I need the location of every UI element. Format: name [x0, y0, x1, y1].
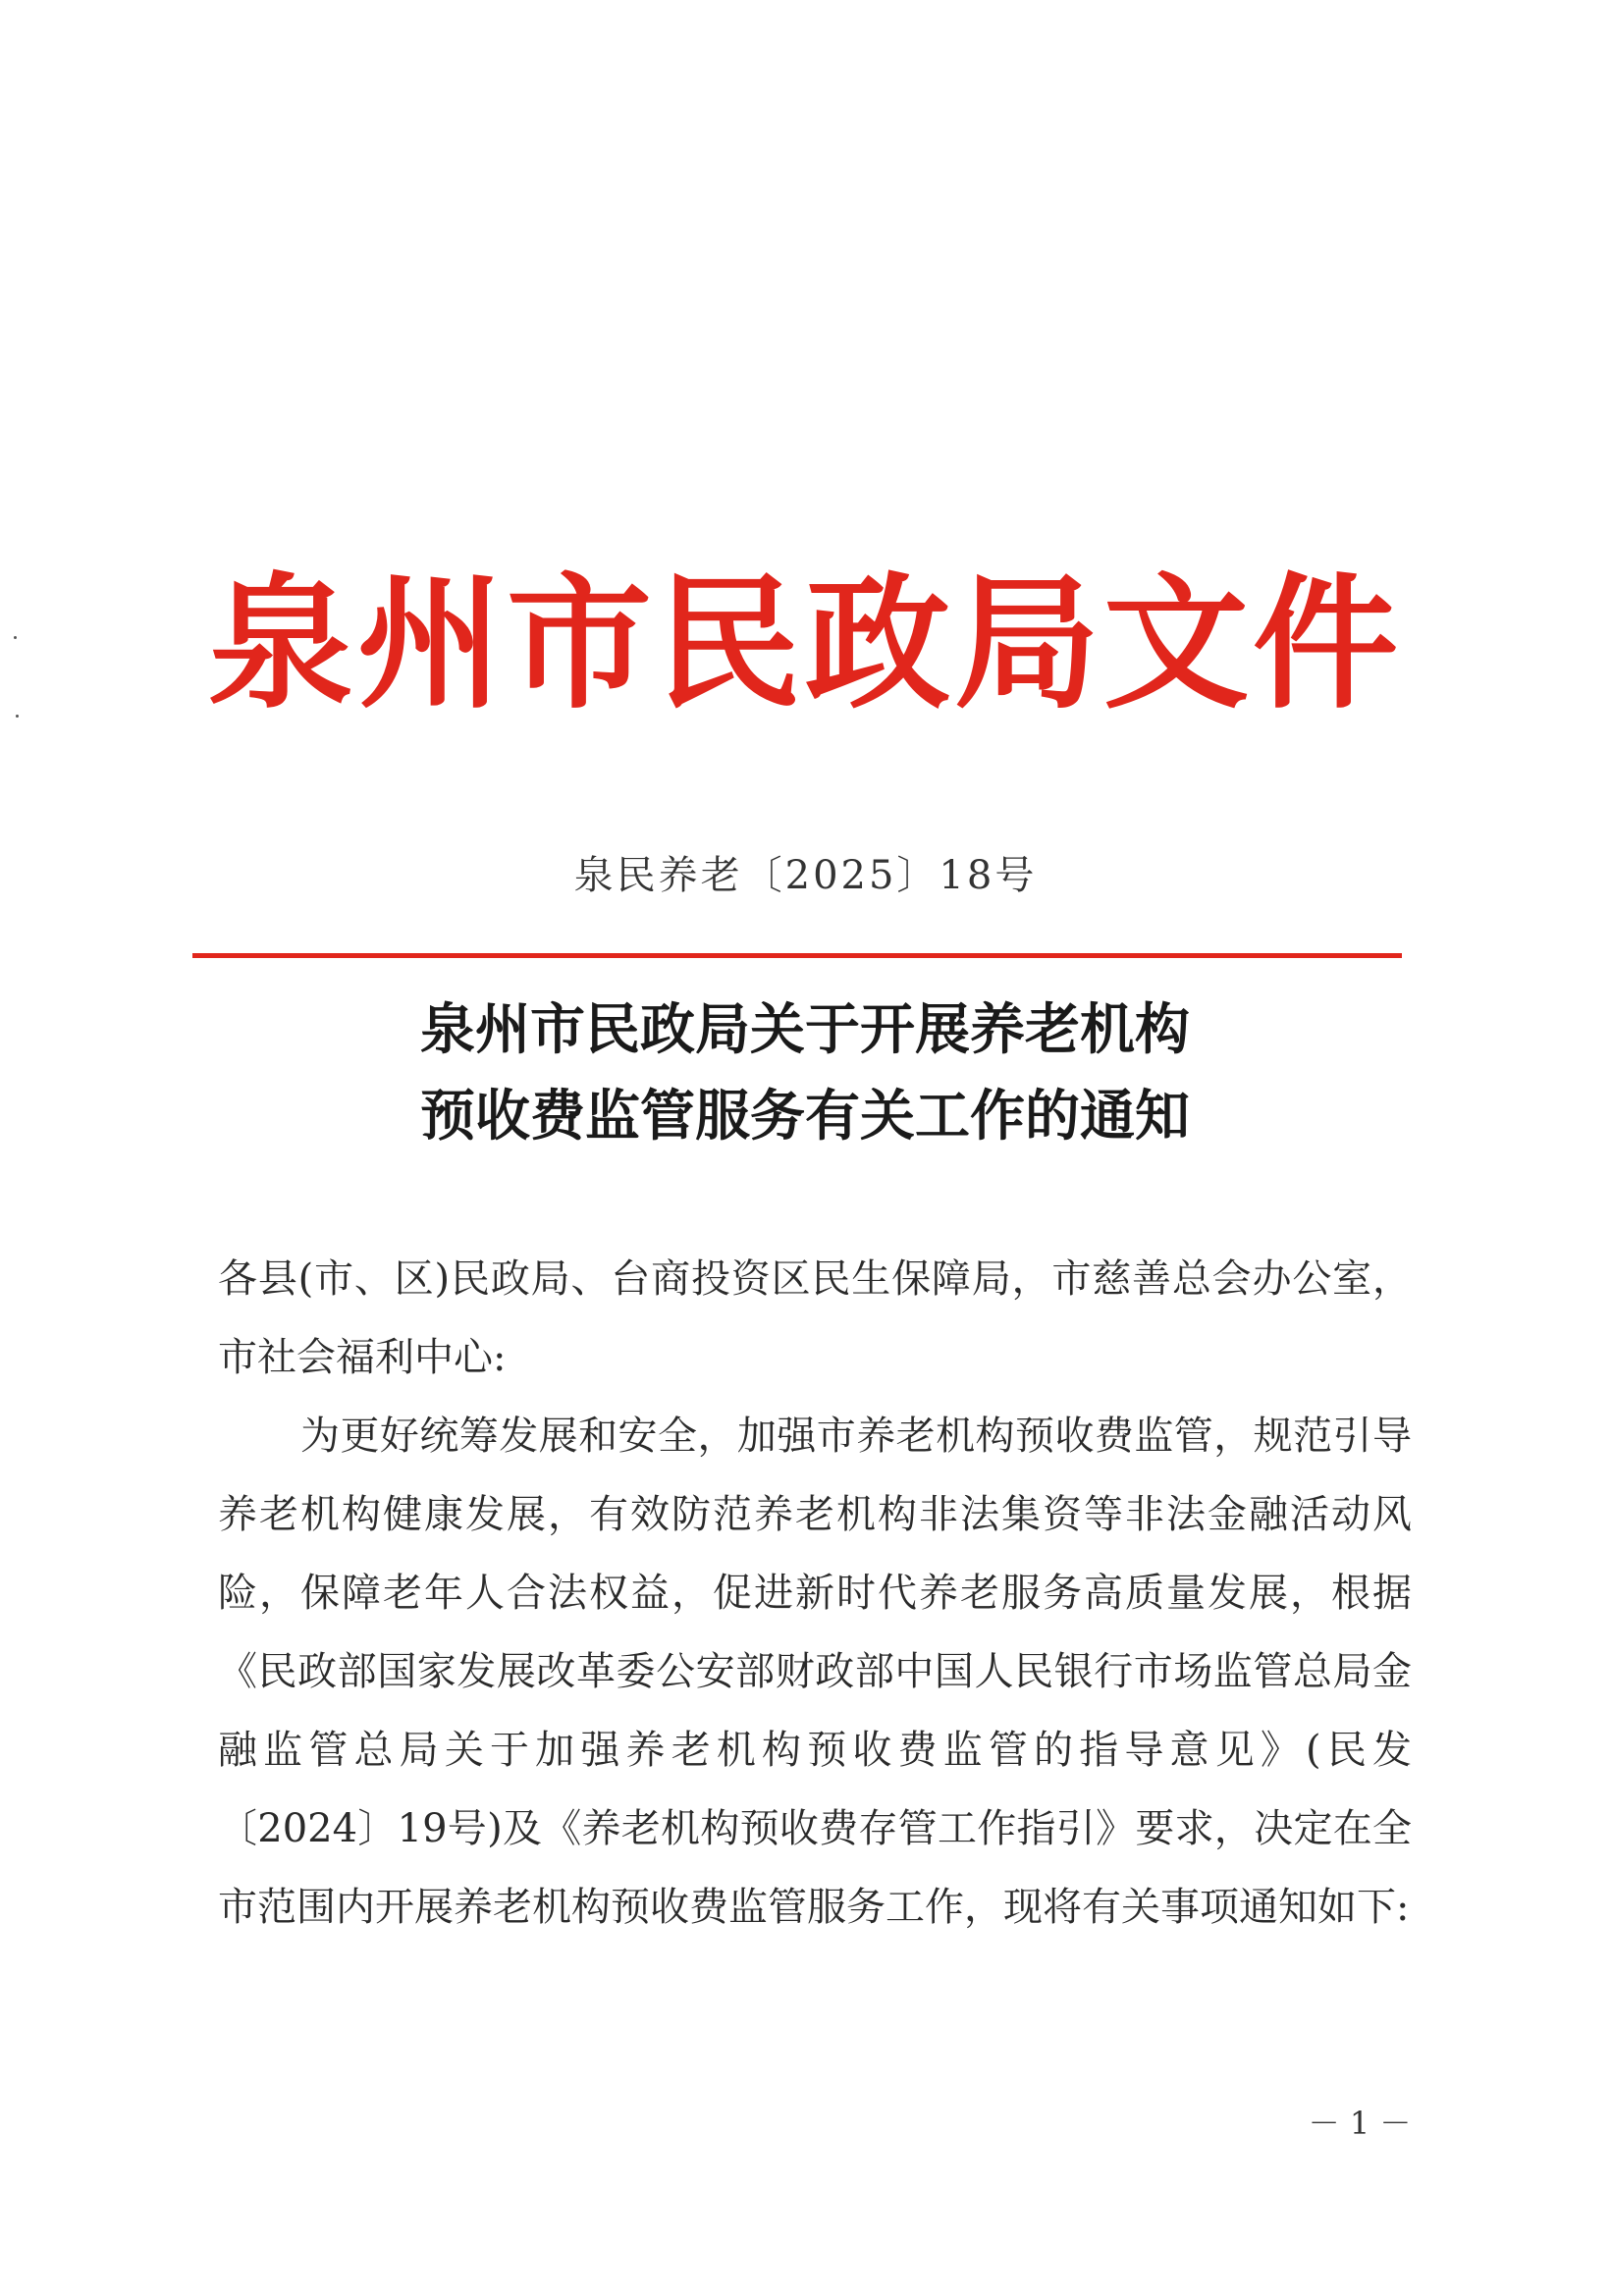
issuer-red-header: 泉州市民政局文件 [208, 558, 1402, 728]
document-body [218, 1240, 1412, 1947]
page-number: － 1 － [1308, 2105, 1412, 2142]
body-paragraph: 为更好统筹发展和安全，加强市养老机构预收费监管，规范引导养老机构健康发展，有效防范养老机构非法集资等非法金融活动风险，保障老年人合法权益，促进新时代养老服务高质量发展，根据《民政部国家发展改革委公安部财政部中国人民银行市场监管总局金融监管总局关于加强养老机构预收费监管的指导意见》(民发〔2024〕19号)及《养老机构预收费存管工作指引》要求，决定在全市范围内开展养老机构预收费监管服务工作，现将有关事项通知如下: [218, 1414, 1412, 1930]
document-number: 泉民养老〔2025〕18号 [573, 853, 1038, 898]
scan-speck [16, 715, 19, 718]
title-line-2: 预收费监管服务有关工作的通知 [420, 1084, 1190, 1148]
red-divider-line [192, 953, 1402, 958]
addressee: 各县(市、区)民政局、台商投资区民生保障局，市慈善总会办公室，市社会福利中心: [218, 1256, 1412, 1380]
document-title [196, 987, 1414, 1159]
scan-speck [14, 636, 17, 639]
title-line-1: 泉州市民政局关于开展养老机构 [420, 997, 1190, 1062]
